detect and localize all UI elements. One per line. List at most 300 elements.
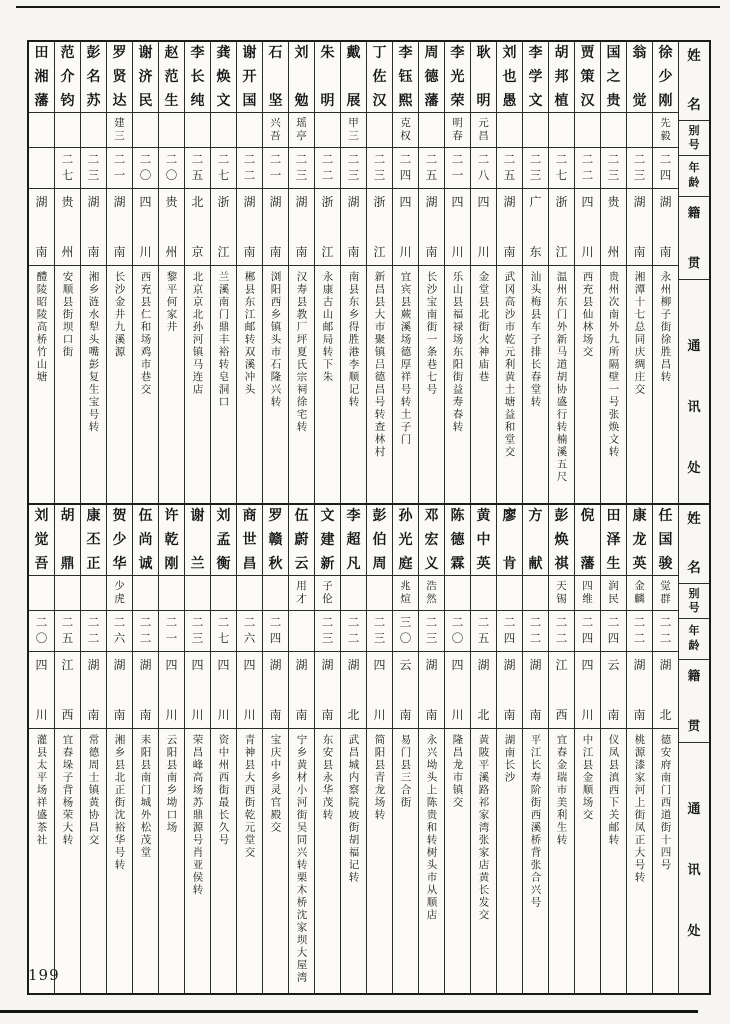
person-alias: 四 维 bbox=[575, 576, 600, 611]
person-origin: 江 西 bbox=[549, 652, 574, 729]
person-name: 伍 尚 诚 bbox=[133, 505, 158, 576]
person-alias bbox=[419, 113, 444, 148]
person-origin: 四 川 bbox=[445, 652, 470, 729]
person-address: 温州东门外新马道胡协盛行转楠溪五尺 bbox=[555, 271, 568, 484]
person-alias bbox=[159, 113, 184, 148]
person-address: 宁乡黄材小河街吴同兴转栗木桥沈家坝大屋湾 bbox=[295, 734, 308, 984]
entry-column bbox=[471, 505, 497, 993]
person-age: 二 二 bbox=[81, 611, 106, 652]
person-name: 邓 宏 义 bbox=[419, 505, 444, 576]
person-origin: 四 川 bbox=[159, 652, 184, 729]
person-origin: 四 川 bbox=[237, 652, 262, 729]
person-name: 廖 肯 bbox=[497, 505, 522, 576]
person-alias bbox=[471, 576, 496, 611]
header-alias: 别 号 bbox=[679, 584, 709, 619]
person-address: 云阳县南乡坳口场 bbox=[165, 734, 178, 834]
person-address: 德安府南门西道街十四号 bbox=[659, 734, 672, 872]
entry-column bbox=[575, 505, 601, 993]
person-alias bbox=[315, 113, 340, 148]
person-alias bbox=[341, 576, 366, 611]
entry-column bbox=[419, 42, 445, 530]
person-age: 二 一 bbox=[263, 148, 288, 189]
person-name: 胡 鼎 bbox=[55, 505, 80, 576]
person-alias bbox=[497, 113, 522, 148]
entry-column bbox=[55, 42, 81, 530]
entry-column bbox=[445, 505, 471, 993]
person-address: 永康古山邮局转下朱 bbox=[321, 271, 334, 384]
entry-column bbox=[627, 505, 653, 993]
person-name: 文 建 新 bbox=[315, 505, 340, 576]
person-alias: 建 三 bbox=[107, 113, 132, 148]
person-origin: 湖 南 bbox=[107, 652, 132, 729]
person-name: 罗 贤 达 bbox=[107, 42, 132, 113]
entry-column bbox=[263, 505, 289, 993]
person-age: 二 二 bbox=[315, 148, 340, 189]
person-alias: 少 虎 bbox=[107, 576, 132, 611]
person-address: 青神县大西街乾元堂交 bbox=[243, 734, 256, 859]
person-name: 伍 蔚 云 bbox=[289, 505, 314, 576]
person-name: 刘 觉 吾 bbox=[29, 505, 54, 576]
person-address: 汕头梅县车子排长春堂转 bbox=[529, 271, 542, 409]
person-address: 隆昌龙市镇交 bbox=[451, 734, 464, 809]
person-alias bbox=[549, 113, 574, 148]
person-name: 翁 觉 bbox=[627, 42, 652, 113]
entry-column bbox=[289, 505, 315, 993]
person-age: 二 五 bbox=[55, 611, 80, 652]
person-address: 宜春金瑞市美利生转 bbox=[555, 734, 568, 847]
person-alias: 甲 三 bbox=[341, 113, 366, 148]
person-origin: 四 川 bbox=[185, 652, 210, 729]
person-address: 湘乡县北正街沈裕华号转 bbox=[113, 734, 126, 872]
entry-column bbox=[341, 505, 367, 993]
person-name: 胡 邦 植 bbox=[549, 42, 574, 113]
person-age: 二 三 bbox=[523, 148, 548, 189]
person-alias bbox=[211, 113, 236, 148]
person-age: 二 三 bbox=[367, 148, 392, 189]
person-age: 二 七 bbox=[549, 148, 574, 189]
person-age: 二 三 bbox=[81, 148, 106, 189]
entry-column bbox=[133, 42, 159, 530]
person-address: 湖南长沙 bbox=[503, 734, 516, 784]
person-address: 金堂县北街火神庙巷 bbox=[477, 271, 490, 384]
person-origin: 湖 南 bbox=[627, 652, 652, 729]
person-address: 贵州次南外九所隔壁一号张焕文转 bbox=[607, 271, 620, 459]
person-name: 方 献 bbox=[523, 505, 548, 576]
person-name: 徐 少 刚 bbox=[653, 42, 678, 113]
person-name: 孙 光 庭 bbox=[393, 505, 418, 576]
entry-column bbox=[81, 505, 107, 993]
entry-column bbox=[315, 505, 341, 993]
person-age: 二 七 bbox=[211, 611, 236, 652]
entry-column bbox=[107, 505, 133, 993]
person-origin: 湖 南 bbox=[263, 189, 288, 266]
header-name: 姓 名 bbox=[679, 42, 709, 121]
entry-column bbox=[133, 505, 159, 993]
person-alias bbox=[367, 576, 392, 611]
person-address: 宝庆中乡灵官殿交 bbox=[269, 734, 282, 834]
person-address: 黄陂平溪路祁家湾张家店黄长发交 bbox=[477, 734, 490, 922]
person-age: 二 一 bbox=[159, 611, 184, 652]
person-address: 长沙金井九溪源 bbox=[113, 271, 126, 359]
entry-column bbox=[471, 42, 497, 530]
person-address: 黎平何家井 bbox=[165, 271, 178, 334]
person-name: 李 超 凡 bbox=[341, 505, 366, 576]
header-address: 通 讯 处 bbox=[687, 338, 701, 476]
person-age: 二 三 bbox=[341, 148, 366, 189]
person-alias bbox=[55, 113, 80, 148]
person-alias bbox=[185, 576, 210, 611]
person-alias: 天 锡 bbox=[549, 576, 574, 611]
person-origin: 四 川 bbox=[133, 189, 158, 266]
person-alias bbox=[81, 576, 106, 611]
person-origin: 湖 南 bbox=[81, 652, 106, 729]
entry-column bbox=[185, 42, 211, 530]
person-origin: 湖 南 bbox=[497, 189, 522, 266]
person-age: 二 五 bbox=[185, 148, 210, 189]
entry-column bbox=[55, 505, 81, 993]
person-age: 二 一 bbox=[107, 148, 132, 189]
person-alias: 明 春 bbox=[445, 113, 470, 148]
person-name: 丁 佐 汉 bbox=[367, 42, 392, 113]
entry-column bbox=[367, 42, 393, 530]
entry-column bbox=[185, 505, 211, 993]
entry-column bbox=[29, 505, 55, 993]
person-name: 范 介 钧 bbox=[55, 42, 80, 113]
person-origin: 四 川 bbox=[471, 189, 496, 266]
entry-column bbox=[367, 505, 393, 993]
person-origin: 浙 江 bbox=[315, 189, 340, 266]
person-origin: 贵 州 bbox=[601, 189, 626, 266]
person-address: 武昌城内察院坡街胡福记转 bbox=[347, 734, 360, 884]
entry-column bbox=[653, 42, 679, 530]
header-age: 年 龄 bbox=[679, 619, 709, 660]
person-name: 刘 孟 衡 bbox=[211, 505, 236, 576]
person-origin: 湖 北 bbox=[653, 652, 678, 729]
person-age: 二 三 bbox=[601, 148, 626, 189]
person-alias: 浩 然 bbox=[419, 576, 444, 611]
entry-column bbox=[289, 42, 315, 530]
person-address: 长沙宝南街一条巷七号 bbox=[425, 271, 438, 396]
person-address: 平江长寿阶街西溪桥背张合兴号 bbox=[529, 734, 542, 909]
entry-column bbox=[159, 505, 185, 993]
person-name: 彭 焕 祺 bbox=[549, 505, 574, 576]
person-age: 二 五 bbox=[419, 148, 444, 189]
person-age: 二 〇 bbox=[133, 148, 158, 189]
person-age: 二 七 bbox=[55, 148, 80, 189]
entry-column bbox=[159, 42, 185, 530]
person-age: 二 二 bbox=[341, 611, 366, 652]
person-origin: 四 川 bbox=[211, 652, 236, 729]
entry-column bbox=[81, 42, 107, 530]
person-origin: 湖 南 bbox=[419, 652, 444, 729]
person-origin: 贵 州 bbox=[55, 189, 80, 266]
person-origin: 湖 南 bbox=[289, 652, 314, 729]
person-origin: 江 西 bbox=[55, 652, 80, 729]
person-address: 兰溪南门鼎丰裕转皂洞口 bbox=[217, 271, 230, 409]
person-address: 常德周士镇黄协昌交 bbox=[87, 734, 100, 847]
person-origin: 湖 南 bbox=[419, 189, 444, 266]
person-alias bbox=[81, 113, 106, 148]
entry-column bbox=[341, 42, 367, 530]
person-name: 罗 赣 秋 bbox=[263, 505, 288, 576]
person-origin: 四 川 bbox=[445, 189, 470, 266]
person-alias: 润 民 bbox=[601, 576, 626, 611]
person-age: 二 二 bbox=[549, 611, 574, 652]
person-name: 田 泽 生 bbox=[601, 505, 626, 576]
person-origin: 浙 江 bbox=[211, 189, 236, 266]
person-age: 二 五 bbox=[471, 611, 496, 652]
person-name: 刘 也 愚 bbox=[497, 42, 522, 113]
entry-column bbox=[211, 505, 237, 993]
header-column bbox=[679, 42, 709, 530]
person-origin: 四 川 bbox=[575, 652, 600, 729]
person-name: 田 湘 藩 bbox=[29, 42, 54, 113]
person-name: 康 丕 正 bbox=[81, 505, 106, 576]
person-name: 李 学 文 bbox=[523, 42, 548, 113]
person-address: 郴县东江邮转双溪冲头 bbox=[243, 271, 256, 396]
person-age: 二 二 bbox=[627, 611, 652, 652]
person-age: 二 四 bbox=[263, 611, 288, 652]
header-age: 年 龄 bbox=[679, 156, 709, 197]
person-age: 二 二 bbox=[237, 148, 262, 189]
entry-column bbox=[237, 42, 263, 530]
person-age: 二 三 bbox=[289, 148, 314, 189]
person-name: 谢 济 民 bbox=[133, 42, 158, 113]
person-origin: 浙 江 bbox=[367, 189, 392, 266]
person-origin: 广 东 bbox=[523, 189, 548, 266]
person-address: 耒阳县南门城外松茂堂 bbox=[139, 734, 152, 859]
header-column bbox=[679, 505, 709, 993]
person-age: 二 三 bbox=[627, 148, 652, 189]
entry-column bbox=[263, 42, 289, 530]
person-alias bbox=[55, 576, 80, 611]
entry-column bbox=[393, 42, 419, 530]
entry-column bbox=[107, 42, 133, 530]
person-name: 倪 藩 bbox=[575, 505, 600, 576]
person-alias: 子 伦 bbox=[315, 576, 340, 611]
person-name: 贾 策 汉 bbox=[575, 42, 600, 113]
person-alias bbox=[29, 113, 54, 148]
person-name: 陈 德 霖 bbox=[445, 505, 470, 576]
person-name: 李 长 纯 bbox=[185, 42, 210, 113]
person-origin: 湖 南 bbox=[289, 189, 314, 266]
person-address: 武冈高沙市乾元利黄土塘益和堂交 bbox=[503, 271, 516, 459]
person-address: 北京京北孙河镇马连店 bbox=[191, 271, 204, 396]
person-alias bbox=[133, 113, 158, 148]
person-age: 三 〇 bbox=[393, 611, 418, 652]
person-age: 二 二 bbox=[133, 611, 158, 652]
entry-column bbox=[549, 505, 575, 993]
person-alias: 克 权 bbox=[393, 113, 418, 148]
person-name: 石 坚 bbox=[263, 42, 288, 113]
person-alias: 元 昌 bbox=[471, 113, 496, 148]
entry-column bbox=[315, 42, 341, 530]
person-age: 二 五 bbox=[497, 148, 522, 189]
person-age: 二 三 bbox=[315, 611, 340, 652]
person-age bbox=[29, 148, 54, 189]
person-name: 许 乾 刚 bbox=[159, 505, 184, 576]
person-origin: 湖 北 bbox=[341, 652, 366, 729]
person-alias: 兆 煊 bbox=[393, 576, 418, 611]
person-address: 南县东乡得胜港李顺记转 bbox=[347, 271, 360, 409]
person-age: 二 四 bbox=[601, 611, 626, 652]
person-alias bbox=[29, 576, 54, 611]
person-age: 二 二 bbox=[523, 611, 548, 652]
person-name: 赵 范 生 bbox=[159, 42, 184, 113]
person-alias bbox=[523, 113, 548, 148]
person-address: 中江县金顺场交 bbox=[581, 734, 594, 822]
person-alias: 瑶 亭 bbox=[289, 113, 314, 148]
person-name: 国 之 贵 bbox=[601, 42, 626, 113]
entry-column bbox=[575, 42, 601, 530]
person-origin: 湖 南 bbox=[107, 189, 132, 266]
person-origin: 湖 南 bbox=[523, 652, 548, 729]
entry-column bbox=[601, 42, 627, 530]
person-alias: 兴 吾 bbox=[263, 113, 288, 148]
person-alias bbox=[523, 576, 548, 611]
entry-column bbox=[523, 42, 549, 530]
person-address: 醴陵昭陵高桥竹山塘 bbox=[35, 271, 48, 384]
person-name: 李 钰 熙 bbox=[393, 42, 418, 113]
person-origin: 四 川 bbox=[29, 652, 54, 729]
entry-column bbox=[393, 505, 419, 993]
person-name: 戴 展 bbox=[341, 42, 366, 113]
person-origin: 四 川 bbox=[393, 189, 418, 266]
person-name: 贺 少 华 bbox=[107, 505, 132, 576]
person-name: 耿 明 bbox=[471, 42, 496, 113]
entry-column bbox=[627, 42, 653, 530]
person-address: 湘乡涟水犁头嘴彭复生宝号转 bbox=[87, 271, 100, 434]
person-age: 二 二 bbox=[575, 148, 600, 189]
person-age: 二 四 bbox=[653, 148, 678, 189]
entry-column bbox=[497, 42, 523, 530]
person-address: 宜宾县蕨溪场德厚祥号转土子门 bbox=[399, 271, 412, 446]
person-name: 刘 勉 bbox=[289, 42, 314, 113]
entry-column bbox=[497, 505, 523, 993]
entry-column bbox=[211, 42, 237, 530]
person-origin: 湖 南 bbox=[263, 652, 288, 729]
person-name: 商 世 昌 bbox=[237, 505, 262, 576]
directory-table-lower bbox=[27, 503, 711, 995]
person-alias bbox=[159, 576, 184, 611]
entry-column bbox=[419, 505, 445, 993]
person-age: 二 〇 bbox=[445, 611, 470, 652]
person-name: 周 德 藩 bbox=[419, 42, 444, 113]
person-age: 二 三 bbox=[419, 611, 444, 652]
person-address: 湘潭十七总同庆绸庄交 bbox=[633, 271, 646, 396]
person-origin: 湖 南 bbox=[237, 189, 262, 266]
person-address: 永兴坳头上陈贵和转树头市从顺店 bbox=[425, 734, 438, 922]
person-alias: 先 毅 bbox=[653, 113, 678, 148]
person-address: 简阳县青龙场转 bbox=[373, 734, 386, 822]
person-age: 二 六 bbox=[107, 611, 132, 652]
person-origin: 云 南 bbox=[393, 652, 418, 729]
person-address: 灌县太平场祥盛茶社 bbox=[35, 734, 48, 847]
person-address: 西充县仁和场鸡市巷交 bbox=[139, 271, 152, 396]
page-number: 199 bbox=[28, 966, 60, 984]
scan-edge-bottom bbox=[0, 1010, 698, 1013]
person-address: 汉寿县教厂坪夏氏宗祠徐宅转 bbox=[295, 271, 308, 434]
header-alias: 别 号 bbox=[679, 121, 709, 156]
person-origin: 湖 南 bbox=[653, 189, 678, 266]
person-origin: 湖 南 bbox=[497, 652, 522, 729]
person-name: 龚 焕 文 bbox=[211, 42, 236, 113]
person-alias bbox=[237, 576, 262, 611]
header-name: 姓 名 bbox=[679, 505, 709, 584]
header-address: 通 讯 处 bbox=[687, 801, 701, 939]
person-address: 宜春垛子背杨荣大转 bbox=[61, 734, 74, 847]
person-alias bbox=[263, 576, 288, 611]
person-origin: 四 川 bbox=[367, 652, 392, 729]
person-alias bbox=[497, 576, 522, 611]
person-origin: 湖 南 bbox=[133, 652, 158, 729]
person-address: 安顺县街坝口街 bbox=[61, 271, 74, 359]
person-alias bbox=[627, 113, 652, 148]
person-name: 任 国 骏 bbox=[653, 505, 678, 576]
person-origin: 湖 南 bbox=[29, 189, 54, 266]
header-origin: 籍 贯 bbox=[679, 197, 709, 280]
person-age: 二 四 bbox=[497, 611, 522, 652]
person-address: 仪凤县滇西下关邮转 bbox=[607, 734, 620, 847]
person-name: 朱 明 bbox=[315, 42, 340, 113]
person-origin: 湖 南 bbox=[315, 652, 340, 729]
person-address: 东安县永华茂转 bbox=[321, 734, 334, 822]
person-origin: 湖 南 bbox=[81, 189, 106, 266]
person-alias bbox=[575, 113, 600, 148]
person-name: 康 龙 英 bbox=[627, 505, 652, 576]
person-alias: 觉 群 bbox=[653, 576, 678, 611]
scan-edge-top bbox=[16, 6, 720, 8]
person-address: 桃源漆家河上街凤正大号转 bbox=[633, 734, 646, 884]
person-origin: 四 川 bbox=[575, 189, 600, 266]
person-address: 乐山县福禄场东阳街益寿春转 bbox=[451, 271, 464, 434]
person-name: 谢 兰 bbox=[185, 505, 210, 576]
person-alias bbox=[367, 113, 392, 148]
person-alias bbox=[211, 576, 236, 611]
person-name: 彭 伯 周 bbox=[367, 505, 392, 576]
person-address: 浏阳西乡镇头市石隆兴转 bbox=[269, 271, 282, 409]
person-age: 二 八 bbox=[471, 148, 496, 189]
person-age: 二 二 bbox=[653, 611, 678, 652]
person-name: 李 光 荣 bbox=[445, 42, 470, 113]
person-origin: 贵 州 bbox=[159, 189, 184, 266]
entry-column bbox=[29, 42, 55, 530]
person-address: 易门县三合街 bbox=[399, 734, 412, 809]
entry-column bbox=[549, 42, 575, 530]
directory-table-upper bbox=[27, 40, 711, 532]
person-age: 二 七 bbox=[211, 148, 236, 189]
person-alias bbox=[133, 576, 158, 611]
person-age: 二 三 bbox=[185, 611, 210, 652]
person-origin: 湖 南 bbox=[341, 189, 366, 266]
person-alias bbox=[185, 113, 210, 148]
person-address: 西充县仙林场交 bbox=[581, 271, 594, 359]
entry-column bbox=[601, 505, 627, 993]
header-origin: 籍 贯 bbox=[679, 660, 709, 743]
person-address: 新昌县大市聚镇吕德昌号转查林村 bbox=[373, 271, 386, 459]
person-age: 二 三 bbox=[367, 611, 392, 652]
person-alias bbox=[601, 113, 626, 148]
person-name: 彭 名 苏 bbox=[81, 42, 106, 113]
person-age bbox=[289, 611, 314, 652]
person-name: 黄 中 英 bbox=[471, 505, 496, 576]
entry-column bbox=[653, 505, 679, 993]
person-age: 二 四 bbox=[575, 611, 600, 652]
person-alias: 用 才 bbox=[289, 576, 314, 611]
person-age: 二 一 bbox=[445, 148, 470, 189]
person-age: 二 〇 bbox=[159, 148, 184, 189]
entry-column bbox=[523, 505, 549, 993]
